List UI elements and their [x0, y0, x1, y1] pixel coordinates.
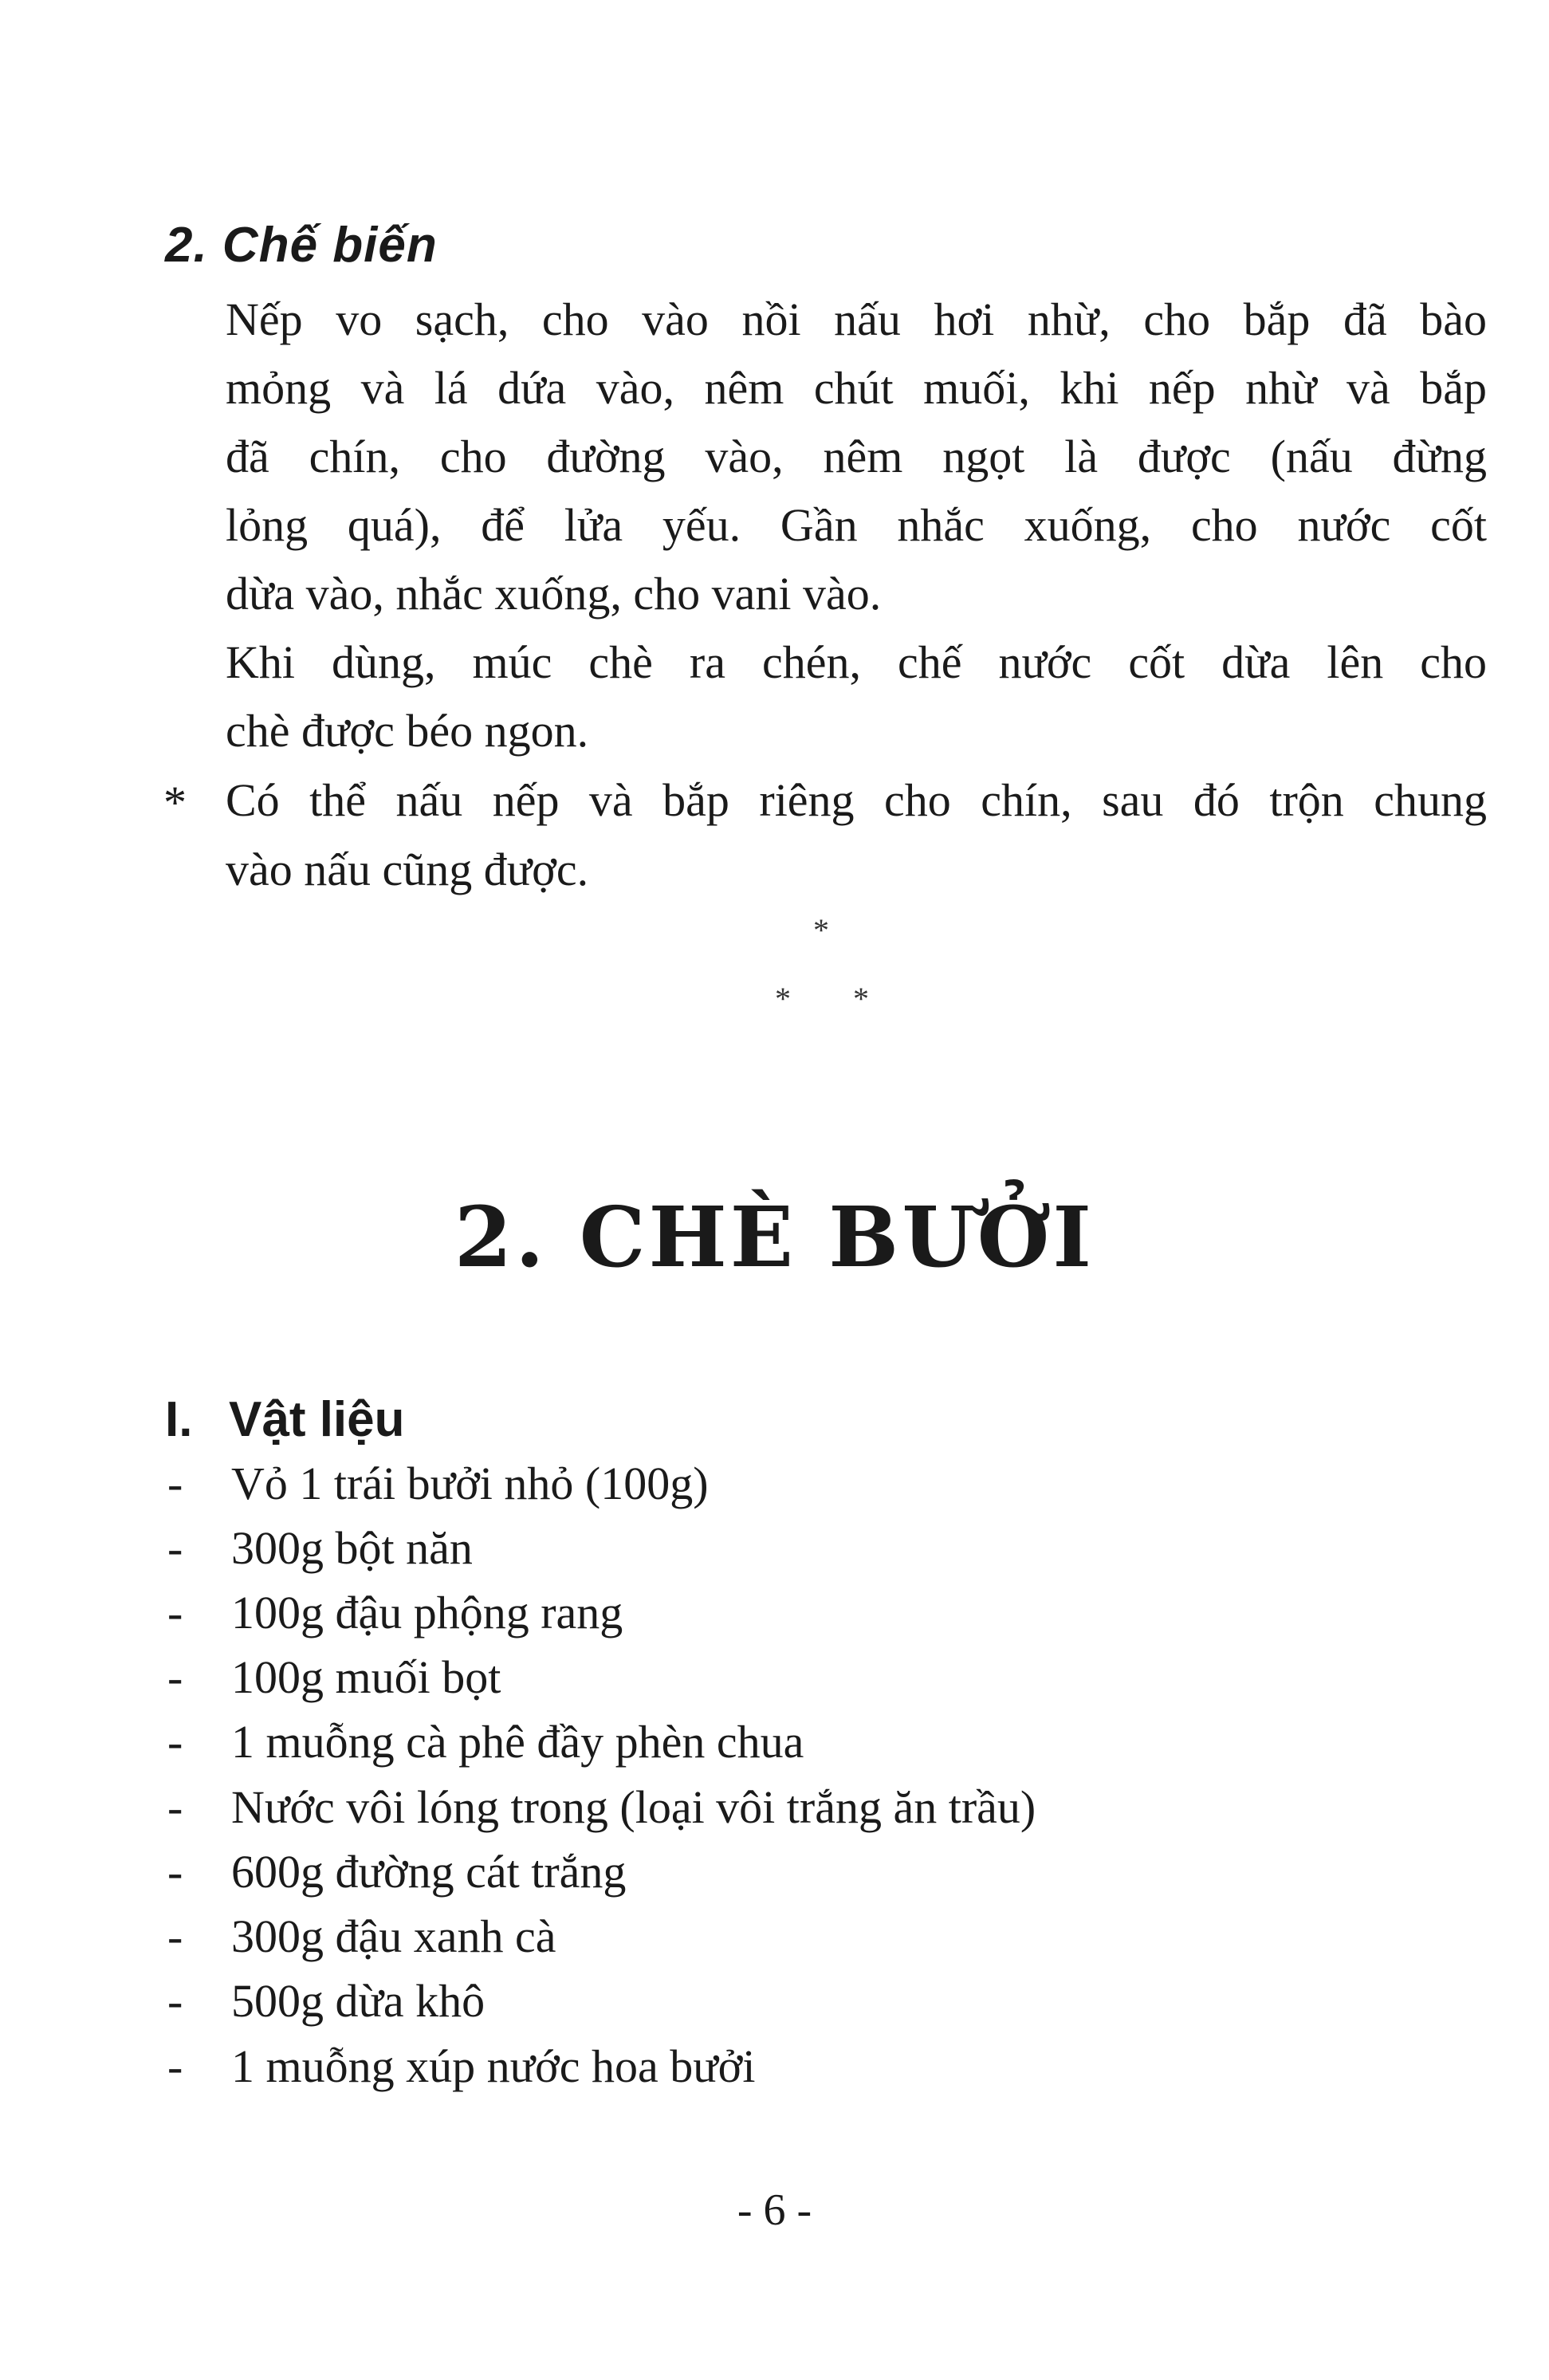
- page-number: - 6 -: [737, 2185, 812, 2235]
- ingredient-text: 600g đường cát trắng: [231, 1846, 627, 1898]
- ingredient-text: 100g muối bọt: [231, 1651, 501, 1703]
- separator-asterisk: *: [775, 981, 791, 1017]
- section-heading-che-bien: 2. Chế biến: [165, 218, 438, 273]
- ingredient-item: [167, 1458, 1363, 1509]
- ingredient-text: 100g đậu phộng rang: [231, 1587, 623, 1638]
- paragraph-line: mỏng và lá dứa vào, nêm chút muối, khi nếp nhừ và bắp: [226, 362, 1487, 414]
- bullet-dash: -: [167, 1522, 183, 1574]
- ingredients-heading: [165, 1391, 405, 1448]
- bullet-dash: -: [167, 1716, 183, 1768]
- ingredient-text: 300g đậu xanh cà: [231, 1910, 556, 1962]
- ingredients-heading-label: Vật liệu: [229, 1392, 405, 1447]
- ingredient-text: 300g bột năn: [231, 1522, 473, 1574]
- ingredient-text: 1 muỗng cà phê đầy phèn chua: [231, 1716, 804, 1768]
- note-line: Có thể nấu nếp và bắp riêng cho chín, sau đó trộn chung: [226, 774, 1487, 826]
- ingredient-text: Nước vôi lóng trong (loại vôi trắng ăn trầu): [231, 1781, 1036, 1833]
- ingredient-item: [167, 1716, 1363, 1768]
- ingredient-item: [167, 1910, 1363, 1962]
- ingredient-text: 1 muỗng xúp nước hoa bưởi: [231, 2040, 756, 2092]
- ingredient-item: [167, 1781, 1363, 1833]
- recipe-title: 2. CHÈ BƯỞI: [454, 1188, 1095, 1286]
- bullet-dash: -: [167, 1458, 183, 1509]
- note-asterisk: *: [163, 777, 187, 828]
- bullet-dash: -: [167, 1781, 183, 1833]
- ingredient-item: [167, 1522, 1363, 1574]
- paragraph-line: chè được béo ngon.: [226, 705, 589, 757]
- ingredient-item: [167, 1651, 1363, 1703]
- bullet-dash: -: [167, 1587, 183, 1638]
- ingredients-heading-number: I.: [165, 1392, 193, 1447]
- ingredient-item: [167, 1587, 1363, 1638]
- bullet-dash: -: [167, 1910, 183, 1962]
- ingredient-item: [167, 2040, 1363, 2092]
- paragraph-line: dừa vào, nhắc xuống, cho vani vào.: [226, 568, 882, 620]
- ingredient-text: 500g dừa khô: [231, 1975, 486, 2027]
- ingredient-item: [167, 1975, 1363, 2027]
- bullet-dash: -: [167, 1846, 183, 1898]
- bullet-dash: -: [167, 1651, 183, 1703]
- separator-asterisk: *: [813, 912, 829, 948]
- paragraph-line: lỏng quá), để lửa yếu. Gần nhắc xuống, cho nước cốt: [226, 499, 1487, 551]
- paragraph-line: đã chín, cho đường vào, nêm ngọt là được (nấu đừng: [226, 431, 1487, 482]
- ingredient-item: [167, 1846, 1363, 1898]
- paragraph-line: Nếp vo sạch, cho vào nồi nấu hơi nhừ, cho bắp đã bào: [226, 293, 1487, 345]
- bullet-dash: -: [167, 1975, 183, 2027]
- bullet-dash: -: [167, 2040, 183, 2092]
- separator-asterisk: *: [853, 981, 869, 1017]
- note-line: vào nấu cũng được.: [226, 844, 589, 895]
- paragraph-line: Khi dùng, múc chè ra chén, chế nước cốt dừa lên cho: [226, 636, 1487, 688]
- ingredient-text: Vỏ 1 trái bưởi nhỏ (100g): [231, 1458, 709, 1509]
